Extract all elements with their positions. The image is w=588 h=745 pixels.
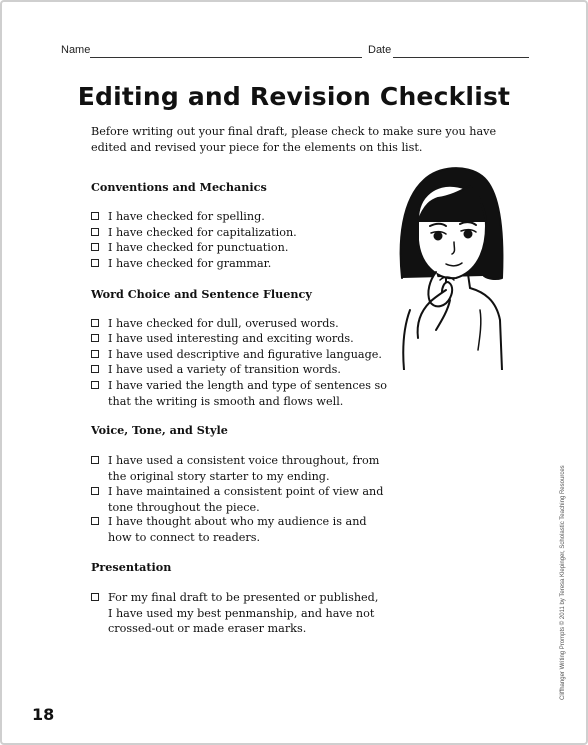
checkbox[interactable] (91, 243, 99, 251)
checkbox[interactable] (91, 381, 99, 389)
section-title-presentation: Presentation (91, 560, 172, 574)
page-number: 18 (32, 705, 55, 724)
checkbox[interactable] (91, 259, 99, 267)
checklist-item[interactable]: I have maintained a consistent point of view and tone throughout the piece. (91, 484, 391, 515)
checkbox[interactable] (91, 593, 99, 601)
checklist-item[interactable]: I have checked for capitalization. (91, 225, 391, 241)
checklist-item[interactable]: I have checked for punctuation. (91, 240, 391, 256)
checkbox[interactable] (91, 350, 99, 358)
intro-paragraph: Before writing out your final draft, please check to make sure you have edited and revised your piece for the elements on this list. (91, 125, 497, 154)
checklist-item[interactable]: I have thought about who my audience is and how to connect to readers. (91, 514, 391, 545)
date-label: Date (368, 44, 392, 56)
copyright-credit: Cliffhanger Writing Prompts © 2011 by Teresa Klepinger, Scholastic Teaching Resources (560, 465, 566, 700)
checkbox[interactable] (91, 319, 99, 327)
checklist-item[interactable]: I have checked for grammar. (91, 256, 391, 272)
checklist-item[interactable]: For my final draft to be presented or published, I have used my best penmanship, and have not crossed-out or made eraser marks. (91, 590, 381, 637)
checkbox[interactable] (91, 365, 99, 373)
checkbox[interactable] (91, 212, 99, 220)
checklist-item[interactable]: I have used descriptive and figurative language. (91, 347, 391, 363)
section-title-conventions: Conventions and Mechanics (91, 180, 267, 194)
checklist-item[interactable]: I have varied the length and type of sentences so that the writing is smooth and flows well. (91, 378, 391, 409)
checkbox[interactable] (91, 228, 99, 236)
date-line[interactable] (393, 57, 529, 58)
section-title-word-choice: Word Choice and Sentence Fluency (91, 287, 312, 301)
checklist-item[interactable]: I have used a variety of transition words. (91, 362, 391, 378)
checkbox[interactable] (91, 487, 99, 495)
page-title: Editing and Revision Checklist (77, 82, 511, 111)
checklist-item[interactable]: I have checked for spelling. (91, 209, 391, 225)
thinking-girl-illustration (396, 160, 506, 370)
name-date-header (61, 44, 529, 60)
name-line[interactable] (90, 57, 362, 58)
checkbox[interactable] (91, 334, 99, 342)
checklist-item[interactable]: I have used interesting and exciting words. (91, 331, 391, 347)
checkbox[interactable] (91, 456, 99, 464)
checklist-item[interactable]: I have checked for dull, overused words. (91, 316, 391, 332)
checkbox[interactable] (91, 517, 99, 525)
checklist-item[interactable]: I have used a consistent voice throughout, from the original story starter to my ending. (91, 453, 391, 484)
section-title-voice: Voice, Tone, and Style (91, 423, 228, 437)
name-label: Name (61, 44, 91, 56)
